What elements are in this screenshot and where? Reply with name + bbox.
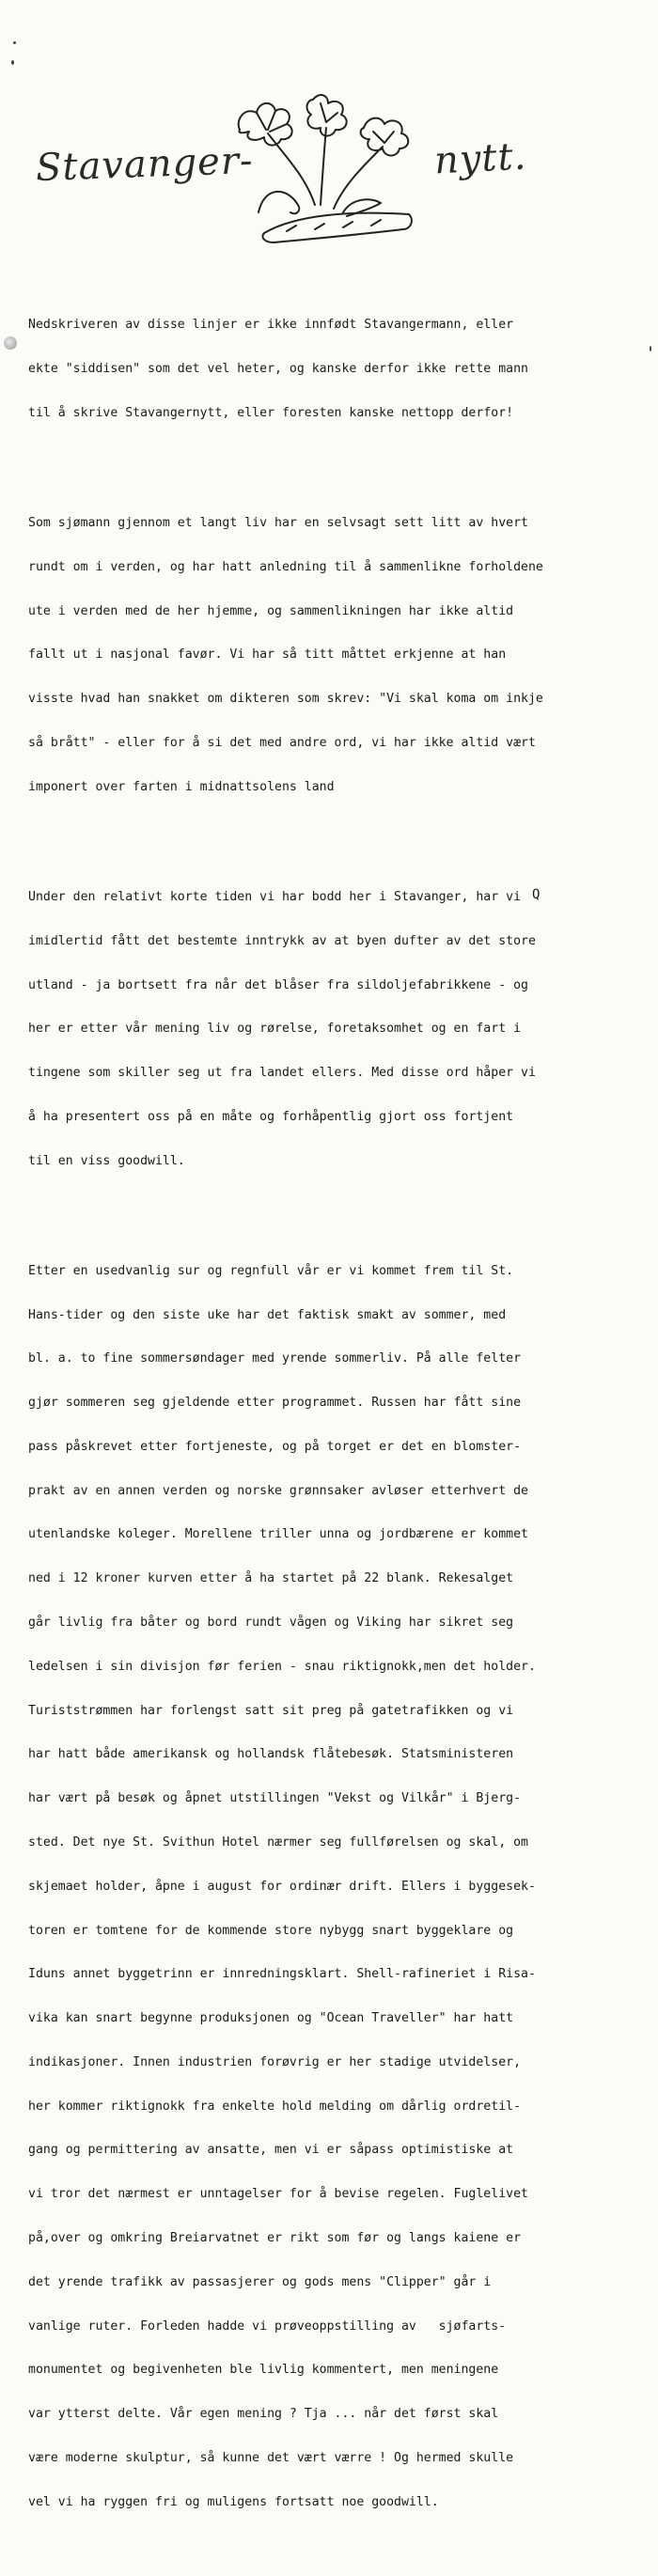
paragraph-intro — [28, 289, 630, 450]
text-line: det yrende trafikk av passasjerer og gods mens "Clipper" går i — [28, 2274, 492, 2289]
text-line: indikasjoner. Innen industrien forøvrig er her stadige utvidelser, — [28, 2054, 522, 2069]
text-line: sted. Det nye St. Svithun Hotel nærmer seg fullførelsen og skal, om — [28, 1834, 528, 1850]
text-line: gang og permittering av ansatte, men vi er såpass optimistiske at — [28, 2143, 514, 2158]
margin-speck — [11, 60, 14, 65]
text-line: her er etter vår mening liv og rørelse, foretaksomhet og en fart i — [28, 1022, 522, 1037]
text-line: gjør sommeren seg gjeldende etter programmet. Russen har fått sine — [28, 1396, 522, 1411]
text-line: rundt om i verden, og har hatt anledning til å sammenlikne forholdene — [28, 559, 543, 574]
text-line: toren er tomtene for de kommende store nybygg snart byggeklare og — [28, 1923, 514, 1938]
text-line: har vært på besøk og åpnet utstillingen "Vekst og Vilkår" i Bjerg- — [28, 1791, 522, 1806]
text-line: skjemaet holder, åpne i august for ordinær drift. Ellers i byggesek- — [28, 1879, 536, 1894]
text-line: var ytterst delte. Vår egen mening ? Tja ... når det først skal — [28, 2407, 499, 2422]
text-line: vanlige ruter. Forleden hadde vi prøveoppstilling av sjøfarts- — [28, 2318, 507, 2334]
text-line: Hans-tider og den siste uke har det faktisk smakt av sommer, med — [28, 1307, 507, 1322]
masthead-title-right: nytt. — [432, 134, 528, 183]
text-line: ekte "siddisen" som det vel heter, og kanske derfor ikke rette mann — [28, 362, 528, 377]
text-line: til en viss goodwill. — [28, 1153, 185, 1168]
text-line: på,over og omkring Breiarvatnet er rikt som før og langs kaiene er — [28, 2230, 522, 2245]
text-line: visste hvad han snakket om dikteren som skrev: "Vi skal koma om inkje — [28, 692, 543, 707]
punch-hole — [4, 336, 17, 350]
text-line: her kommer riktignokk fra enkelte hold melding om dårlig ordretil- — [28, 2099, 522, 2114]
text-line: ledelsen i sin divisjon før ferien - snau riktignokk,men det holder. — [28, 1659, 536, 1674]
article-body — [28, 259, 630, 2576]
paragraph-stavanger — [28, 861, 630, 1198]
masthead-title-left: Stavanger- — [35, 138, 255, 191]
text-line: ned i 12 kroner kurven etter å ha startet på 22 blank. Rekesalget — [28, 1571, 514, 1586]
text-line: prakt av en annen verden og norske grønnsaker avløser etterhvert de — [28, 1483, 528, 1498]
text-line: Under den relativt korte tiden vi har bodd her i Stavanger, har vi — [28, 889, 522, 904]
masthead — [0, 85, 658, 244]
text-line: ute i verden med de her hjemme, og sammenlikningen har ikke altid — [28, 603, 514, 618]
text-line: å ha presentert oss på en måte og forhåpentlig gjort oss fortjent — [28, 1109, 514, 1124]
margin-speck — [650, 346, 651, 351]
paragraph-summer — [28, 1235, 630, 2539]
text-line: fallt ut i nasjonal favør. Vi har så titt måttet erkjenne at han — [28, 648, 507, 663]
text-line: vika kan snart begynne produksjonen og "Ocean Traveller" har hatt — [28, 2011, 514, 2026]
text-line: bl. a. to fine sommersøndager med yrende sommerliv. På alle felter — [28, 1351, 522, 1366]
text-line: Nedskriveren av disse linjer er ikke innfødt Stavangermann, eller — [28, 318, 514, 333]
text-line: Turiststrømmen har forlengst satt sit preg på gatetrafikken og vi — [28, 1703, 514, 1718]
text-line: pass påskrevet etter fortjeneste, og på torget er det en blomster- — [28, 1439, 522, 1454]
paragraph-sailor — [28, 487, 630, 824]
text-line: Etter en usedvanlig sur og regnfull vår er vi kommet frem til St. — [28, 1263, 514, 1278]
text-line: har hatt både amerikansk og hollandsk flåtebesøk. Statsministeren — [28, 1747, 514, 1762]
text-line: imponert over farten i midnattsolens land — [28, 779, 335, 794]
end-mark: Q — [532, 887, 540, 902]
text-line: vi tror det nærmest er unntagelser for å bevise regelen. Fuglelivet — [28, 2187, 528, 2202]
text-line: monumentet og begivenheten ble livlig kommentert, men meningene — [28, 2363, 499, 2378]
text-line: utenlandske koleger. Morellene triller unna og jordbærene er kommet — [28, 1527, 528, 1542]
text-line: Iduns annet byggetrinn er innredningsklart. Shell-rafineriet i Risa- — [28, 1967, 536, 1982]
text-line: til å skrive Stavangernytt, eller foresten kanske nettopp derfor! — [28, 405, 514, 420]
margin-speck — [13, 41, 16, 44]
plant-illustration-icon — [230, 92, 446, 252]
text-line: være moderne skulptur, så kunne det vært værre ! Og hermed skulle — [28, 2450, 514, 2465]
text-line: så brått" - eller for å si det med andre ord, vi har ikke altid vært — [28, 736, 536, 750]
text-line: vel vi ha ryggen fri og muligens fortsatt noe goodwill. — [28, 2494, 439, 2509]
text-line: Som sjømann gjennom et langt liv har en selvsagt sett litt av hvert — [28, 516, 528, 531]
text-line: tingene som skiller seg ut fra landet ellers. Med disse ord håper vi — [28, 1066, 536, 1081]
text-line: utland - ja bortsett fra når det blåser fra sildoljefabrikkene - og — [28, 977, 528, 992]
text-line: imidlertid fått det bestemte inntrykk av at byen dufter av det store — [28, 933, 536, 948]
text-line: går livlig fra båter og bord rundt vågen og Viking har sikret seg — [28, 1616, 514, 1631]
